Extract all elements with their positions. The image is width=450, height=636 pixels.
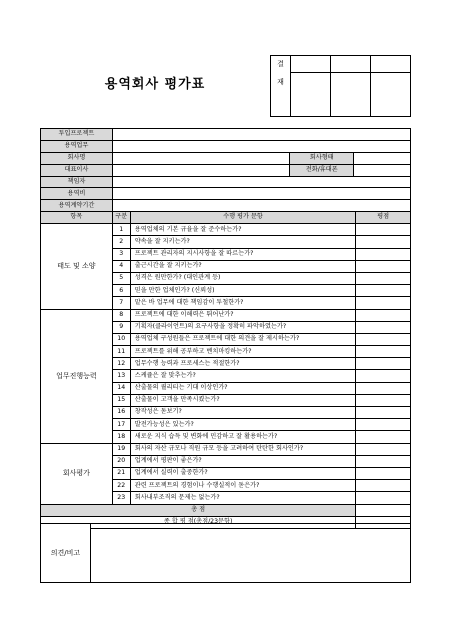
score-field[interactable]	[356, 455, 411, 467]
question-text: 성격은 원만한가? (대인관계 등)	[130, 272, 356, 284]
score-field[interactable]	[356, 260, 411, 272]
project-field[interactable]	[112, 129, 410, 141]
score-field[interactable]	[356, 321, 411, 333]
question-number: 10	[112, 333, 130, 345]
question-number: 20	[112, 455, 130, 467]
score-field[interactable]	[356, 333, 411, 345]
notes-label: 의견/비고	[41, 524, 91, 583]
ceo-label: 대표이사	[41, 164, 113, 176]
notes-table	[40, 523, 411, 583]
question-text: 관련 프로젝트의 경험이나 수행실적이 돋은가?	[130, 480, 356, 492]
question-number: 15	[112, 394, 130, 406]
period-field[interactable]	[112, 200, 410, 212]
question-number: 3	[112, 248, 130, 260]
score-field[interactable]	[356, 358, 411, 370]
table-row	[41, 443, 411, 455]
score-field[interactable]	[356, 297, 411, 309]
approval-sign-1[interactable]	[291, 73, 331, 117]
approval-label-bottom: 재	[271, 73, 291, 117]
phone-label: 전화/휴대폰	[290, 164, 354, 176]
question-text: 업계에서 실력이 출중한가?	[130, 467, 356, 479]
service-label: 용역업무	[41, 140, 113, 152]
approval-header-3	[371, 56, 411, 73]
page-title: 용역회사 평가표	[104, 77, 206, 92]
question-number: 16	[112, 407, 130, 419]
question-number: 2	[112, 236, 130, 248]
question-number: 12	[112, 358, 130, 370]
question-text: 약속을 잘 지키는가?	[130, 236, 356, 248]
score-field[interactable]	[356, 394, 411, 406]
score-field[interactable]	[356, 431, 411, 443]
question-number: 23	[112, 492, 130, 504]
company-type-label: 회사형태	[290, 152, 354, 164]
score-field[interactable]	[356, 248, 411, 260]
score-field[interactable]	[356, 382, 411, 394]
header-score: 평점	[356, 212, 411, 224]
score-field[interactable]	[356, 285, 411, 297]
question-text: 맡은 바 업무에 대한 책임감이 투철한가?	[130, 297, 356, 309]
company-type-field[interactable]	[354, 152, 411, 164]
score-field[interactable]	[356, 407, 411, 419]
question-text: 프로젝트에 대한 이해력은 뛰어난가?	[130, 309, 356, 321]
service-field[interactable]	[112, 140, 410, 152]
question-text: 회사의 자산 규모나 직원 규모 등을 고려하여 탄탄한 회사인가?	[130, 443, 356, 455]
question-text: 산출물의 퀄리티는 기대 이상인가?	[130, 382, 356, 394]
question-number: 8	[112, 309, 130, 321]
notes-field[interactable]	[91, 524, 411, 583]
score-field[interactable]	[356, 370, 411, 382]
question-text: 창작성은 돋보기?	[130, 407, 356, 419]
category-label: 태도 및 소양	[41, 224, 113, 309]
question-number: 4	[112, 260, 130, 272]
score-field[interactable]	[356, 346, 411, 358]
total-field[interactable]	[356, 504, 411, 516]
question-text: 회사내부조직의 문제는 없는가?	[130, 492, 356, 504]
score-field[interactable]	[356, 443, 411, 455]
company-field[interactable]	[112, 152, 289, 164]
approval-label-top: 결	[271, 56, 291, 73]
score-field[interactable]	[356, 492, 411, 504]
question-text: 용역업체 구성원들은 프로젝트에 대한 의견을 잘 제시하는가?	[130, 333, 356, 345]
question-text: 기획자(클라이언트)의 요구사항을 정확히 파악하였는가?	[130, 321, 356, 333]
cost-label: 용역비	[41, 188, 113, 200]
cost-field[interactable]	[112, 188, 410, 200]
ceo-field[interactable]	[112, 164, 289, 176]
approval-sign-3[interactable]	[371, 73, 411, 117]
overall-label: 종 합 평 점(총점/23문항)	[41, 516, 356, 528]
table-row	[41, 309, 411, 321]
question-text: 산출물이 고객을 만족시켰는가?	[130, 394, 356, 406]
score-field[interactable]	[356, 480, 411, 492]
question-text: 스케쥴은 잘 맞추는가?	[130, 370, 356, 382]
header-question: 수행 평가 문항	[130, 212, 356, 224]
question-number: 19	[112, 443, 130, 455]
question-number: 9	[112, 321, 130, 333]
manager-field[interactable]	[112, 176, 410, 188]
question-number: 22	[112, 480, 130, 492]
table-row	[41, 224, 411, 236]
approval-box	[270, 55, 411, 117]
question-number: 18	[112, 431, 130, 443]
header-item: 항목	[41, 212, 113, 224]
question-number: 17	[112, 419, 130, 431]
question-text: 프로젝트를 위해 공부하고 벤치마킹하는가?	[130, 346, 356, 358]
score-field[interactable]	[356, 224, 411, 236]
score-field[interactable]	[356, 309, 411, 321]
score-field[interactable]	[356, 419, 411, 431]
question-text: 출근시간을 잘 지키는가?	[130, 260, 356, 272]
question-text: 용역업체의 기본 규율을 잘 준수하는가?	[130, 224, 356, 236]
company-label: 회사명	[41, 152, 113, 164]
period-label: 용역계약기간	[41, 200, 113, 212]
project-label: 투입프로젝트	[41, 129, 113, 141]
question-text: 업무수행 능력과 프로세스는 적절한가?	[130, 358, 356, 370]
question-number: 13	[112, 370, 130, 382]
question-text: 새로운 지식 습득 및 변화에 민감하고 잘 활용하는가?	[130, 431, 356, 443]
category-label: 회사평가	[41, 443, 113, 504]
score-field[interactable]	[356, 467, 411, 479]
question-number: 11	[112, 346, 130, 358]
category-label: 업무진행능력	[41, 309, 113, 443]
manager-label: 책임자	[41, 176, 113, 188]
header-no: 구분	[112, 212, 130, 224]
question-number: 1	[112, 224, 130, 236]
question-number: 7	[112, 297, 130, 309]
score-field[interactable]	[356, 236, 411, 248]
info-table	[40, 128, 411, 212]
question-text: 업계에서 평판이 좋은가?	[130, 455, 356, 467]
question-text: 믿을 만한 업체인가? (신뢰성)	[130, 285, 356, 297]
approval-header-2	[331, 56, 371, 73]
total-label: 총 점	[41, 504, 356, 516]
score-field[interactable]	[356, 272, 411, 284]
question-number: 21	[112, 467, 130, 479]
question-text: 발전가능성은 있는가?	[130, 419, 356, 431]
phone-field[interactable]	[354, 164, 411, 176]
evaluation-table	[40, 211, 411, 529]
question-number: 6	[112, 285, 130, 297]
approval-sign-2[interactable]	[331, 73, 371, 117]
question-number: 14	[112, 382, 130, 394]
question-number: 5	[112, 272, 130, 284]
question-text: 프로젝트 관리자의 지시사항을 잘 따르는가?	[130, 248, 356, 260]
approval-header-1	[291, 56, 331, 73]
